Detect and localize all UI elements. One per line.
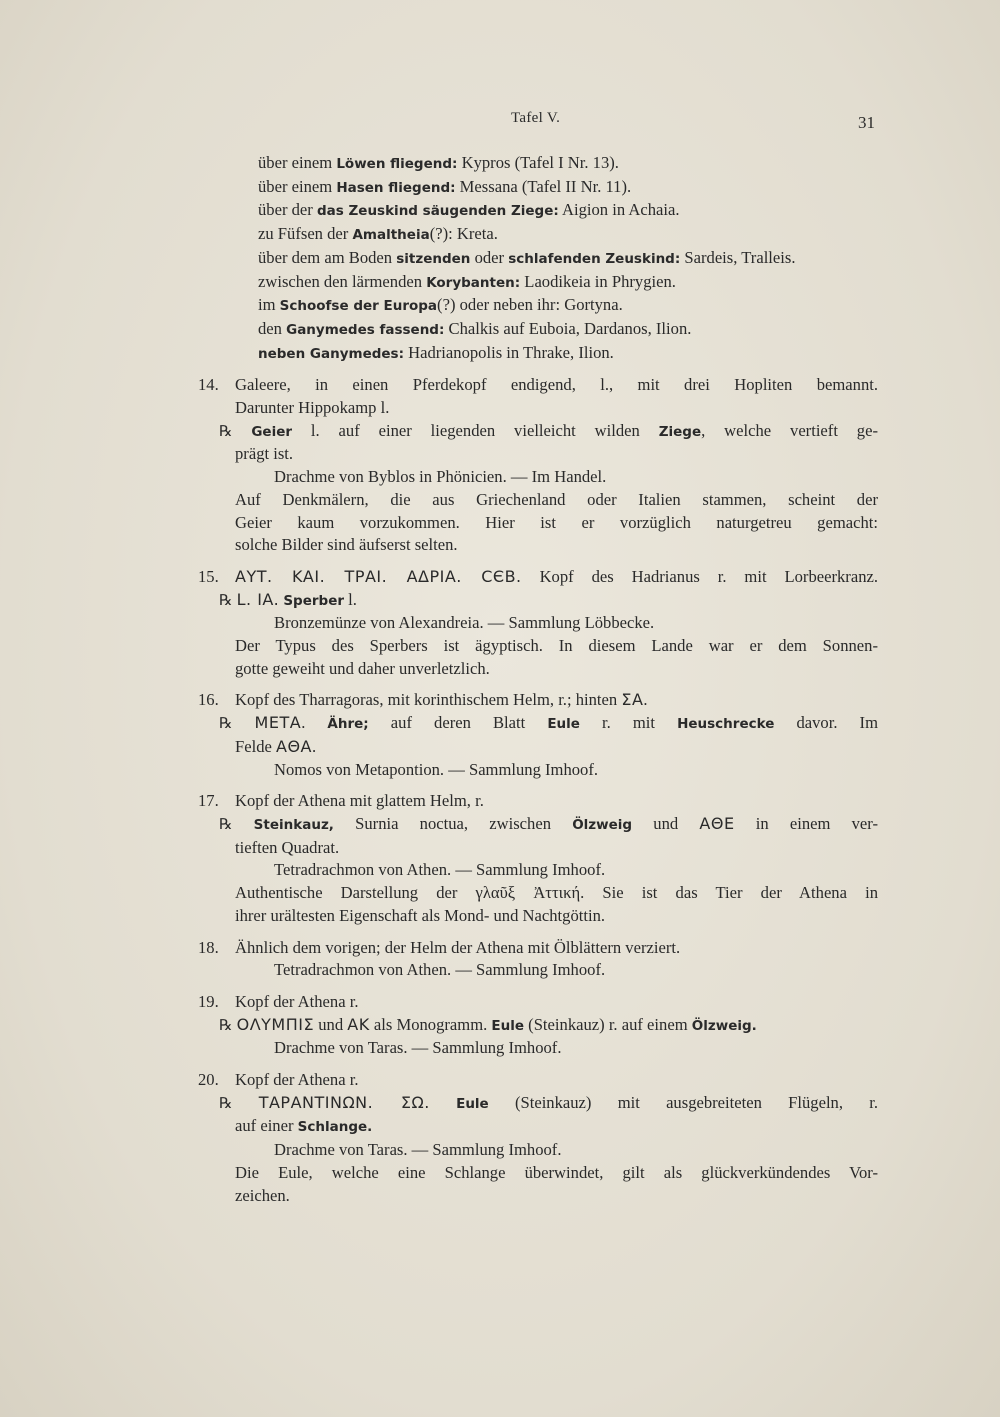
entry-number: 15.: [198, 566, 219, 586]
text-line: Auf Denkmälern, die aus Griechenland oder Italien stammen, scheint der: [235, 489, 878, 509]
text-line: Drachme von Taras. — Sammlung Imhoof.: [274, 1140, 562, 1160]
text-line: Nomos von Metapontion. — Sammlung Imhoof.: [274, 759, 599, 779]
text-line: Kopf der Athena mit glattem Helm, r.: [235, 791, 484, 811]
text-line: ℞ ΟΛΥΜΠΙΣ und ΑΚ als Monogramm. Eule (Steinkauz) r. auf einem Ölzweig.: [219, 1014, 757, 1034]
reverse-symbol: ℞: [219, 421, 233, 440]
text-line: Galeere, in einen Pferdekopf endigend, l., mit drei Hopliten bemannt.: [235, 375, 878, 395]
entry-15: [198, 566, 878, 681]
text-line: neben Ganymedes: Hadrianopolis in Thrake, Ilion.: [258, 342, 614, 362]
text-line: tieften Quadrat.: [235, 837, 340, 857]
text-line: über der das Zeuskind säugenden Ziege: Aigion in Achaia.: [258, 200, 680, 220]
entry-number: 20.: [198, 1070, 219, 1090]
bold-term: Schoofse der Europa: [279, 298, 438, 315]
text-line: zwischen den lärmenden Korybanten: Laodikeia in Phrygien.: [258, 271, 676, 291]
reverse-symbol: ℞: [219, 1015, 233, 1034]
entry-14: [198, 374, 878, 557]
reverse-symbol: ℞: [219, 714, 233, 733]
coin-legend: ΑΘΕ: [699, 813, 735, 833]
coin-legend: ΣΑ: [621, 690, 644, 710]
text-line: über einem Löwen fliegend: Kypros (Tafel I Nr. 13).: [258, 153, 619, 172]
text-line: Drachme von Taras. — Sammlung Imhoof.: [274, 1038, 562, 1058]
text-line: im Schoofse der Europa(?) oder neben ihr: Gortyna.: [258, 295, 623, 315]
bold-term: Schlange.: [297, 1119, 373, 1136]
bold-term: Korybanten:: [426, 274, 521, 291]
entry-number: 19.: [198, 991, 219, 1011]
coin-legend: ΜΕΤΑ: [254, 713, 302, 733]
bold-term: Hasen fliegend:: [336, 179, 456, 196]
bold-term: Ölzweig: [572, 816, 633, 833]
reverse-symbol: ℞: [219, 814, 233, 833]
text-line: Ähnlich dem vorigen; der Helm der Athena mit Ölblättern verziert.: [235, 937, 681, 957]
entry-18: [198, 937, 878, 982]
bold-term: Steinkauz,: [253, 816, 334, 833]
bold-term: Ähre;: [327, 716, 369, 733]
text-line: ℞ ΤΑΡΑΝΤΙΝΩΝ. ΣΩ. Eule (Steinkauz) mit ausgebreiteten Flügeln, r.: [219, 1092, 879, 1112]
bold-term: Eule: [491, 1017, 525, 1034]
entry-number: 14.: [198, 375, 219, 395]
coin-legend: ΑΘΑ: [276, 736, 312, 756]
text-line: ihrer urältesten Eigenschaft als Mond- und Nachtgöttin.: [235, 905, 606, 925]
bold-term: Ziege: [658, 423, 702, 440]
text-line: über einem Hasen fliegend: Messana (Tafel II Nr. 11).: [258, 176, 632, 196]
entry-19: [198, 991, 878, 1060]
bold-term: Amaltheia: [352, 227, 430, 244]
entry-number: 18.: [198, 937, 219, 957]
text-line: auf einer Schlange.: [235, 1116, 373, 1136]
text-line: Kopf der Athena r.: [235, 1070, 359, 1090]
bold-term: sitzenden: [396, 250, 471, 267]
text-line: Tetradrachmon von Athen. — Sammlung Imhoof.: [274, 960, 606, 980]
text-line: Kopf des Tharragoras, mit korinthischem Helm, r.; hinten ΣΑ.: [235, 690, 648, 710]
text-line: Felde ΑΘΑ.: [235, 736, 317, 756]
entry-20: [198, 1069, 878, 1207]
entry-16: [198, 689, 878, 781]
entry-number: 16.: [198, 690, 219, 710]
running-title: Tafel V.: [511, 110, 561, 126]
text-line: zeichen.: [235, 1185, 290, 1205]
reverse-symbol: ℞: [219, 1093, 233, 1112]
text-line: Drachme von Byblos in Phönicien. — Im Handel.: [274, 467, 607, 487]
text-line: Authentische Darstellung der γλαῦξ Ἀττική. Sie ist das Tier der Athena in: [235, 883, 878, 903]
coin-legend: ΑΚ: [347, 1014, 370, 1034]
text-line: Darunter Hippokamp l.: [235, 398, 390, 418]
text-line: ΑΥΤ. ΚΑΙ. ΤΡΑΙ. ΑΔΡΙΑ. CЄB. Kopf des Hadrianus r. mit Lorbeerkranz.: [235, 566, 878, 586]
text-line: ℞ L. IA. Sperber l.: [219, 589, 357, 609]
page-body: [198, 152, 878, 1207]
page-number: 31: [858, 113, 875, 132]
bold-term: Löwen fliegend:: [336, 156, 458, 172]
text-line: Der Typus des Sperbers ist ägyptisch. In diesem Lande war er dem Sonnen-: [235, 636, 878, 656]
bold-term: das Zeuskind säugenden Ziege:: [316, 203, 559, 220]
text-line: ℞ Geier l. auf einer liegenden vielleicht wilden Ziege, welche vertieft ge-: [219, 420, 878, 440]
text-line: Tetradrachmon von Athen. — Sammlung Imhoof.: [274, 860, 606, 880]
text-line: ℞ Steinkauz, Surnia noctua, zwischen Ölzweig und ΑΘΕ in einem ver-: [219, 813, 879, 833]
text-line: Geier kaum vorzukommen. Hier ist er vorzüglich naturgetreu gemacht:: [235, 512, 878, 532]
bold-term: Ölzweig.: [691, 1017, 757, 1034]
bold-term: Sperber: [283, 592, 345, 609]
text-line: prägt ist.: [235, 444, 294, 464]
coin-legend: ΤΑΡΑΝΤΙΝΩΝ. ΣΩ.: [258, 1092, 430, 1112]
text-line: gotte geweiht und daher unverletzlich.: [235, 658, 490, 678]
text-line: ℞ ΜΕΤΑ. Ähre; auf deren Blatt Eule r. mit Heuschrecke davor. Im: [219, 713, 878, 733]
bold-term: schlafenden Zeuskind:: [508, 250, 681, 267]
text-line: Kopf der Athena r.: [235, 991, 359, 1011]
bold-term: Eule: [547, 716, 580, 733]
bold-term: neben Ganymedes:: [258, 345, 404, 362]
bold-term: Eule: [456, 1095, 489, 1112]
text-line: zu Füfsen der Amaltheia(?): Kreta.: [258, 224, 498, 244]
text-line: den Ganymedes fassend: Chalkis auf Euboia, Dardanos, Ilion.: [258, 318, 692, 338]
coin-legend: L. IA.: [236, 589, 280, 609]
text-line: über dem am Boden sitzenden oder schlafenden Zeuskind: Sardeis, Tralleis.: [258, 247, 796, 267]
text-line: Bronzemünze von Alexandreia. — Sammlung Löbbecke.: [274, 613, 655, 633]
entry-17: [198, 790, 878, 927]
bold-term: Ganymedes fassend:: [286, 321, 445, 338]
bold-term: Heuschrecke: [677, 716, 775, 733]
text-line: Die Eule, welche eine Schlange überwindet, gilt als glückverkündendes Vor-: [235, 1162, 878, 1182]
coin-legend: ΟΛΥΜΠΙΣ: [236, 1014, 315, 1034]
bold-term: Geier: [251, 423, 293, 440]
reverse-symbol: ℞: [219, 590, 233, 609]
coin-legend: ΑΥΤ. ΚΑΙ. ΤΡΑΙ. ΑΔΡΙΑ. CЄB.: [235, 566, 522, 586]
text-line: solche Bilder sind äufserst selten.: [235, 535, 458, 555]
entry-number: 17.: [198, 791, 219, 811]
